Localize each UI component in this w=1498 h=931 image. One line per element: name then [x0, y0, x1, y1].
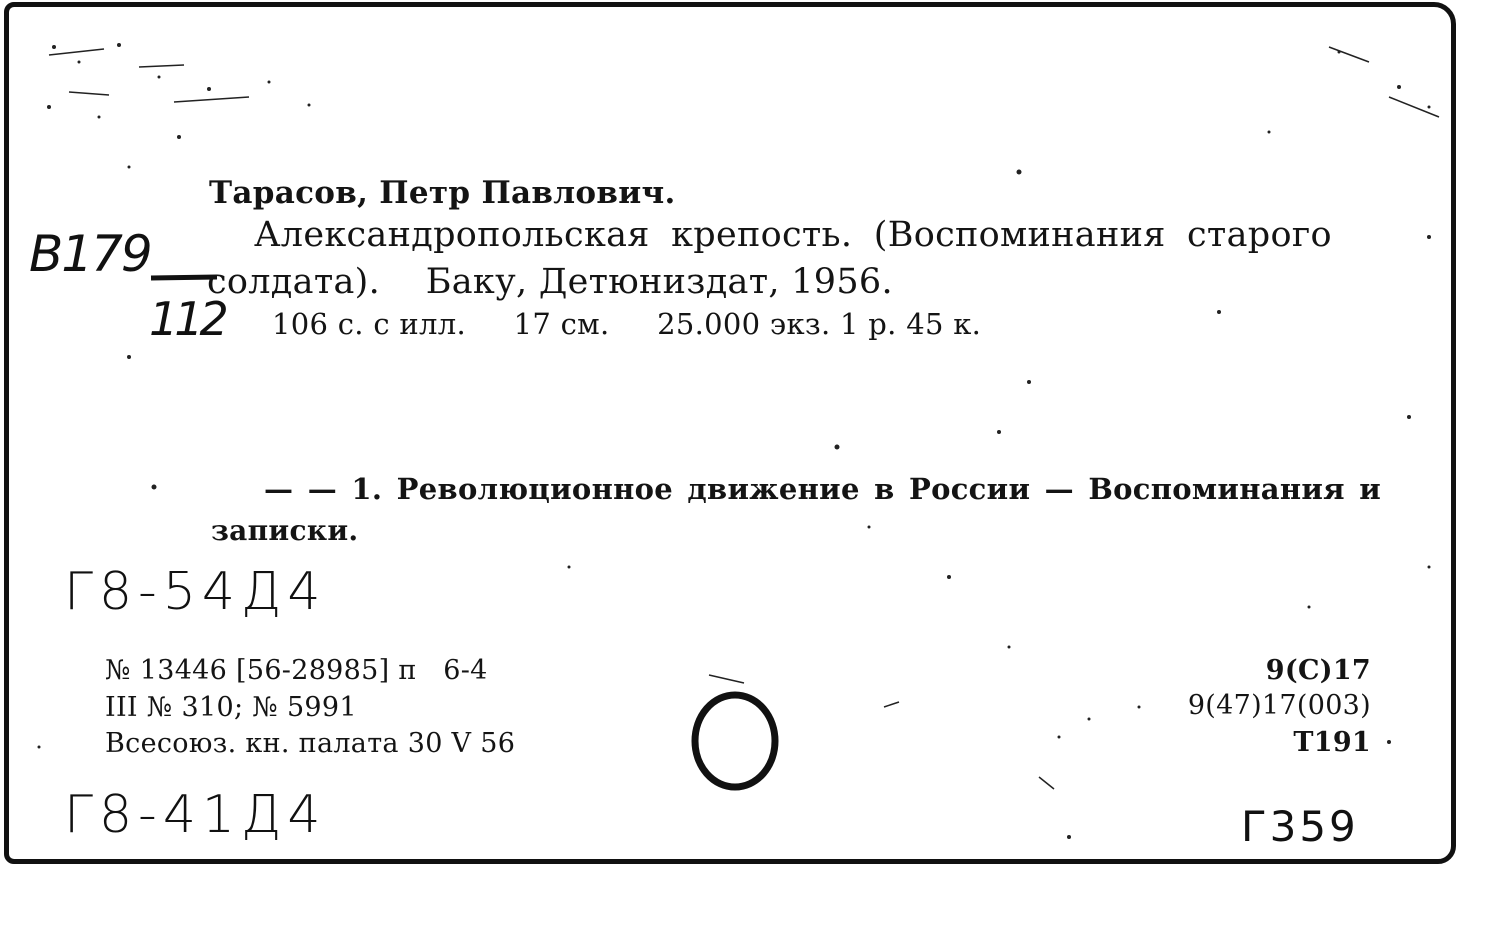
- catalog-card: [4, 2, 1456, 864]
- handwritten-code-2: Г8-41Д4: [64, 785, 327, 845]
- registration-line-1: № 13446 [56-28985] п 6-4: [105, 655, 488, 686]
- classification-2: 9(47)17(003): [1187, 690, 1371, 721]
- handwritten-shelfmark-bottom: 112: [149, 292, 225, 346]
- registration-line-3: Всесоюз. кн. палата 30 V 56: [105, 728, 516, 759]
- classification-1: 9(С)17: [1265, 655, 1371, 686]
- subject-line-2: записки.: [211, 514, 359, 547]
- handwritten-shelfmark-top: В179: [29, 225, 151, 283]
- handwritten-underline: [149, 273, 219, 283]
- punch-hole: [689, 691, 789, 796]
- registration-line-2: III № 310; № 5991: [105, 692, 357, 723]
- physical-description: 106 с. с илл. 17 см. 25.000 экз. 1 р. 45 к.: [272, 307, 982, 341]
- handwritten-code-3: Г359: [1241, 802, 1359, 851]
- title-line-1: Александропольская крепость. (Воспоминания старого: [254, 215, 1332, 255]
- classification-3: Т191: [1293, 727, 1371, 758]
- handwritten-code-1: Г8-54Д4: [64, 562, 327, 622]
- author-heading: Тарасов, Петр Павлович.: [209, 175, 676, 211]
- title-line-2: солдата). Баку, Детюниздат, 1956.: [207, 262, 893, 302]
- subject-line-1: — — 1. Революционное движение в России — Воспоминания и: [264, 472, 1382, 506]
